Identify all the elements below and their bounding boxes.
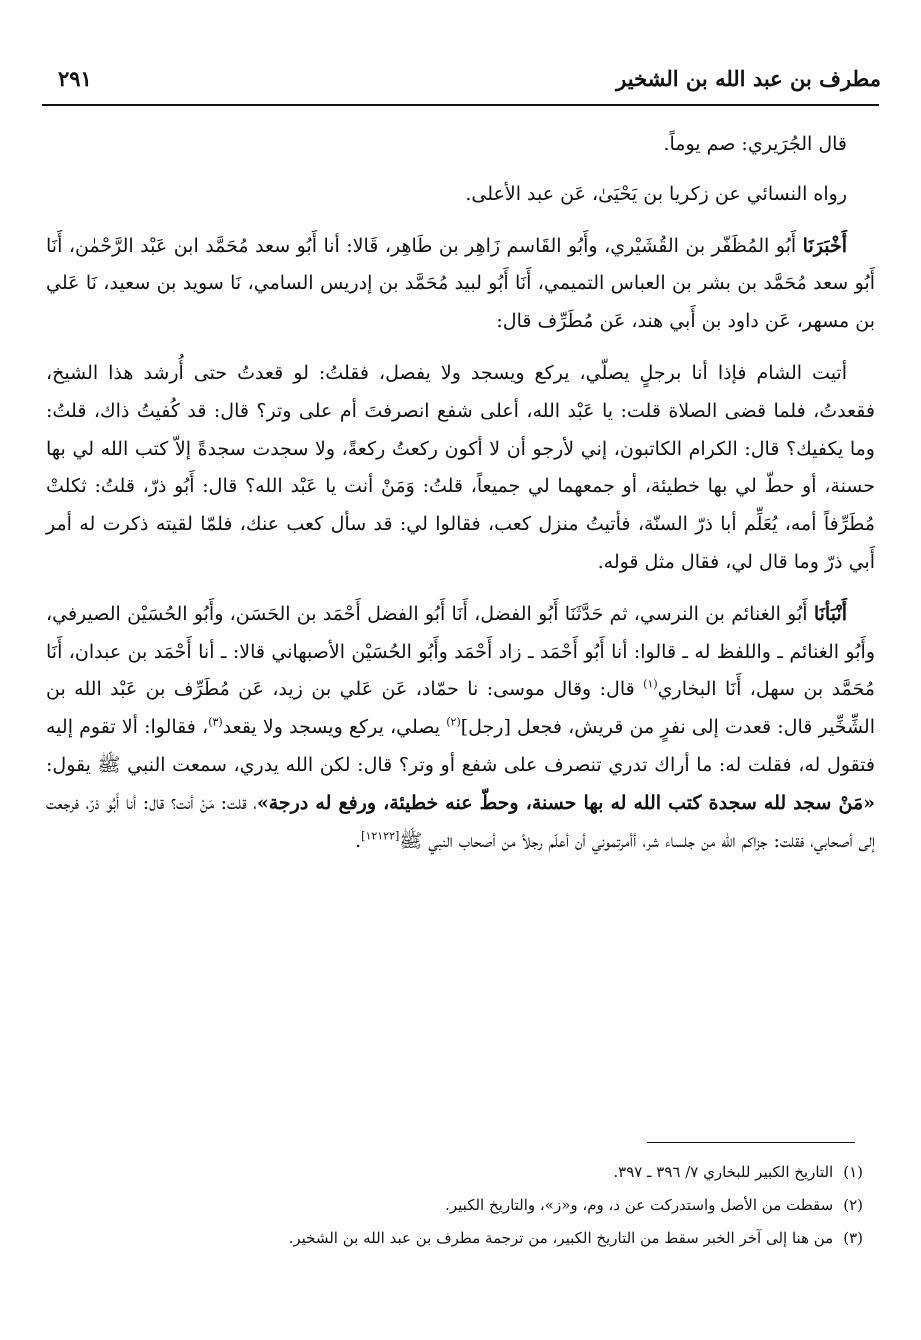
hadith-reference-number: [١٢١٢٢] — [361, 829, 400, 843]
footnote-text: سقطت من الأصل واستدركت عن د، وم، و«ز»، والتاريخ الكبير. — [445, 1196, 834, 1214]
page-number: ٢٩١ — [58, 66, 92, 91]
paragraph-5-text-b: قال: وقال موسى: نا حمّاد، عَن عَلي بن زيد، عَن مُطَرِّف بن عَبْد الله بن الشِّخِّير قال: قعدت إلى نفرٍ من قريش، فجعل [رجل] — [46, 678, 875, 739]
paragraph-5-end: . — [355, 829, 362, 852]
paragraph-3-text: أَبُو المُظَفّر بن القُشَيْري، وأَبُو القَاسم زَاهِر بن طَاهِر، قَالا: أنا أَبُو سعد مُحَمَّد ابن عَبْد الرَّحْمٰن، أَنَا أَبُو سعد مُحَمَّد بن بشر بن العباس التميمي، أَنَا أَبُو لبيد مُحَمَّد بن إدريس السامي، نَا سويد بن سعيد، نَا عَلي بن مسهر، عَن داود بن أَبي هند، عَن مُطَرِّف قال: — [46, 234, 875, 333]
paragraph-5-text-e: ، قلت: مَنْ أنت؟ قال: أنا أَبُو ذرّ، فرجعت إلى أصحابي، فقلت: جزاكم الله من جلساء شر، أأمرتموني أن أعلّم رجلاً من أصحاب النبي ﷺ — [46, 791, 875, 852]
footnote-3 — [50, 1222, 863, 1255]
main-text — [46, 126, 875, 874]
footnote-marker-3[interactable]: (٣) — [208, 715, 223, 729]
footnote-text: التاريخ الكبير للبخاري ٧/ ٣٩٦ ـ ٣٩٧. — [613, 1163, 834, 1181]
page-header — [40, 58, 881, 98]
paragraph-4: أتيت الشام فإذا أنا برجلٍ يصلّي، يركع ويسجد ولا يفصل، فقلتُ: لو قعدتُ حتى أُرشد هذا الشيخ، فقعدتُ، فلما قضى الصلاة قلت: يا عَبْد الله، أعلى شفع انصرفتَ أم على وتر؟ قال: قد كُفيتُ ذاك، قلتُ: وما يكفيك؟ قال: الكرام الكاتبون، إني لأرجو أن لا أكون ركعتُ ركعةً، ولا سجدت سجدةً إلاّ كتب الله لي بها حسنة، أو حطّ لي بها خطيئة، أو جمعهما لي جميعاً، قلتُ: وَمَنْ أنت يا عَبْد الله؟ قال: أَبُو ذرّ، قلتُ: ثكلتْ مُطَرِّفاً أمه، يُعَلِّم أبا ذرّ السنّة، فأتيتُ منزل كعب، فقالوا لي: قد سأل كعب عنك، فلمّا لقيته ذكرت له أمر أَبي ذرّ وما قال لي، فقال مثل قوله. — [46, 361, 875, 573]
paragraph-5-text-a: أَبُو الغنائم بن النرسي، ثم حَدَّثَنَا أَبُو الفضل، أَنَا أَبُو الفضل أَحْمَد بن الحَسَن، وأَبُو الحُسَيْن الصيرفي، وأَبُو الغنائم ـ واللفظ له ـ قالوا: أنا أَبُو أَحْمَد ـ زاد أَحْمَد وأَبُو الحُسَيْن الأصبهاني قالا: ـ أنا أَحْمَد بن عبدان، أَنَا مُحَمَّد بن سهل، أَنَا البخاري — [46, 602, 875, 701]
footnotes — [50, 1156, 863, 1255]
footnote-rule — [647, 1142, 855, 1143]
footnote-marker-1[interactable]: (١) — [643, 678, 658, 692]
isnad-lead-word: أَخْبَرَنَا — [802, 234, 847, 257]
paragraph-5 — [46, 596, 875, 861]
footnote-number: (٢) — [843, 1196, 863, 1214]
running-title: مطرف بن عبد الله بن الشخير — [616, 66, 881, 91]
paragraph-5-text-c: يصلي، يركع ويسجد ولا يقعد — [222, 716, 447, 739]
paragraph-5-text-d: ، فقالوا: ألا تقوم إليه فتقول له، فقلت له: ما أراك تدري تنصرف على شفع أو وتر؟ قال: لكن الله يدري، سمعت النبي ﷺ يقول: — [46, 716, 875, 776]
paragraph-2: رواه النسائي عن زكريا بن يَحْيَىٰ، عَن عبد الأعلى. — [465, 182, 847, 205]
paragraph-1: قال الجُرَيري: صم يوماً. — [663, 133, 847, 155]
footnote-marker-2[interactable]: (٢) — [446, 715, 461, 729]
footnote-number: (١) — [843, 1163, 863, 1181]
hadith-quote: «مَنْ سجد لله سجدة كتب الله له بها حسنة، وحطّ عنه خطيئة، ورفع له درجة» — [256, 791, 875, 814]
footnote-1 — [50, 1156, 863, 1189]
paragraph-3 — [46, 228, 875, 341]
footnote-text: من هنا إلى آخر الخبر سقط من التاريخ الكبير، من ترجمة مطرف بن عبد الله بن الشخير. — [288, 1229, 834, 1247]
footnote-2 — [50, 1189, 863, 1222]
footnote-number: (٣) — [843, 1229, 863, 1247]
isnad-lead-word: أَنْبَأنَا — [813, 602, 847, 625]
header-rule — [42, 104, 879, 106]
